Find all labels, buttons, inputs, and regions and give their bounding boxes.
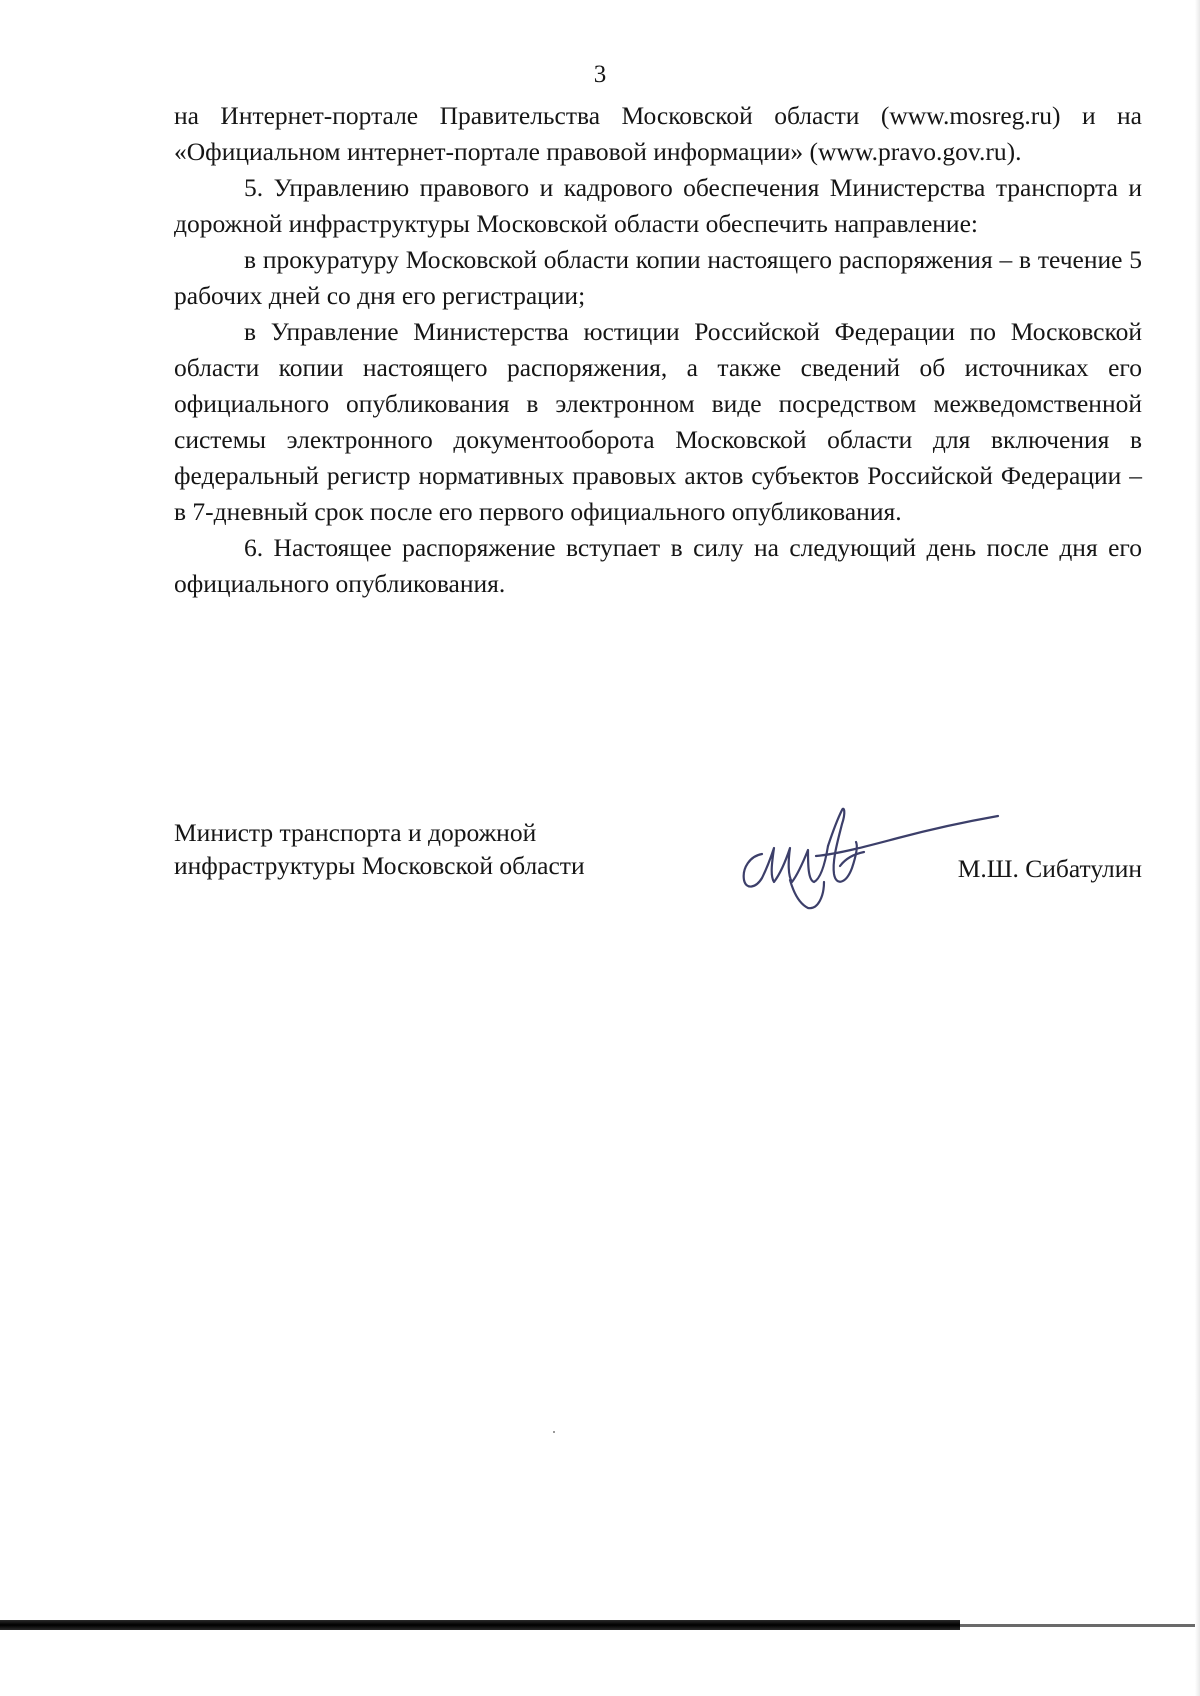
scan-artifact-edge xyxy=(1195,0,1200,1696)
scan-artifact-dot xyxy=(553,1431,555,1433)
paragraph-publication-sites: на Интернет-портале Правительства Московской области (www.mosreg.ru) и на «Официальном интернет-портале правовой информации» (www.pravo.gov.ru). xyxy=(174,101,1142,166)
document-body xyxy=(174,98,1142,602)
paragraph-item-6: 6. Настоящее распоряжение вступает в силу на следующий день после дня его официального опубликования. xyxy=(174,533,1142,598)
paragraph-item-5-justice-ministry: в Управление Министерства юстиции Российской Федерации по Московской области копии настоящего распоряжения, а также сведений об источниках его официального опубликования в электронном виде посредством межведомственной системы электронного документооборота Московской области для включения в федеральный регистр нормативных правовых актов субъектов Российской Федерации – в 7-дневный срок после его первого официального опубликования. xyxy=(174,317,1142,526)
signer-position-line-2: инфраструктуры Московской области xyxy=(174,851,585,880)
paragraph-item-5: 5. Управлению правового и кадрового обеспечения Министерства транспорта и дорожной инфраструктуры Московской области обеспечить направление: xyxy=(174,173,1142,238)
signer-position xyxy=(174,816,585,882)
scan-artifact-band-tail xyxy=(960,1624,1200,1627)
paragraph-item-5-prosecutor: в прокуратуру Московской области копии настоящего распоряжения – в течение 5 рабочих дней со дня его регистрации; xyxy=(174,245,1142,310)
signer-name: М.Ш. Сибатулин xyxy=(957,854,1142,883)
scan-artifact-band xyxy=(0,1620,960,1630)
signature-block xyxy=(174,816,1142,926)
page-number: 3 xyxy=(593,61,607,88)
signer-position-line-1: Министр транспорта и дорожной xyxy=(174,818,537,847)
